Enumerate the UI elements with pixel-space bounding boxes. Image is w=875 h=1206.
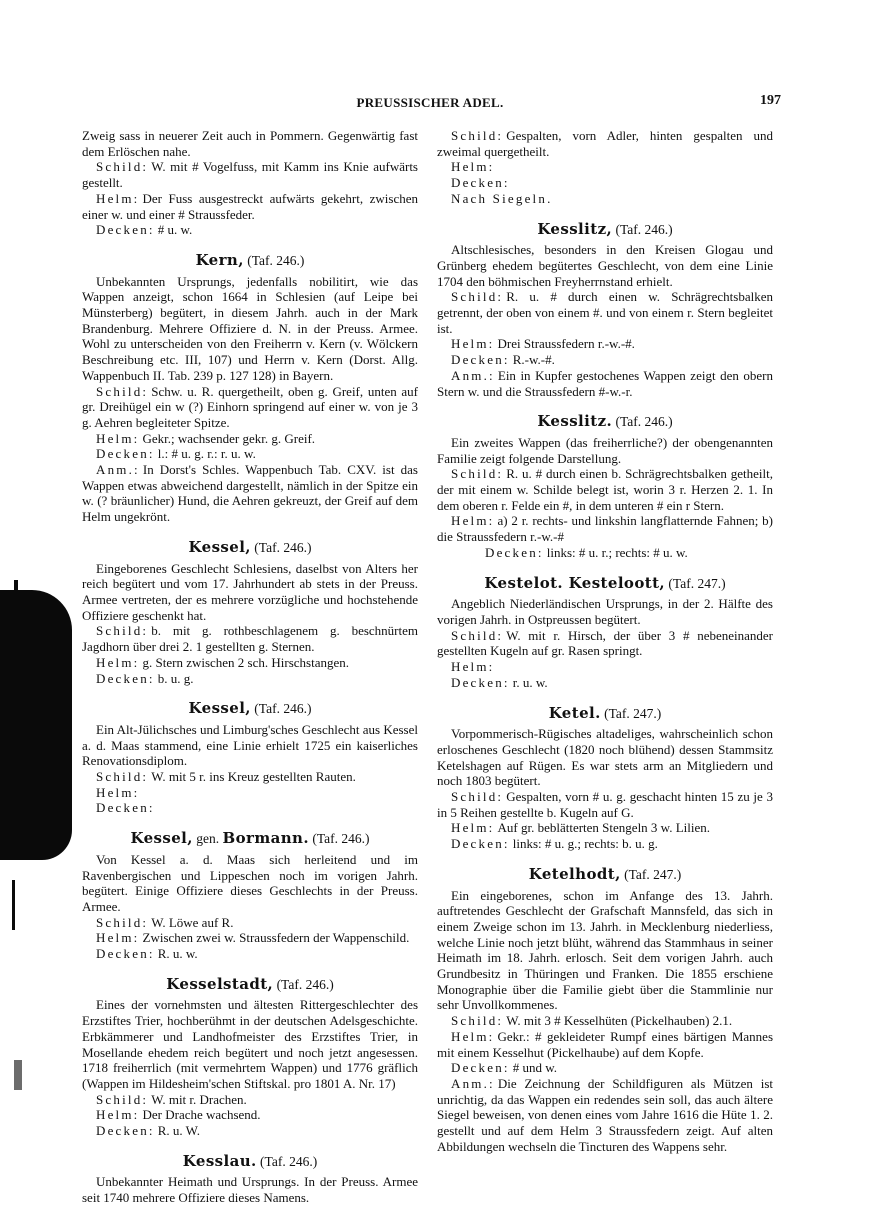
- field-label: Helm:: [96, 1107, 140, 1123]
- field-label: Decken:: [451, 836, 510, 852]
- plate-reference: (Taf. 246.): [612, 414, 673, 430]
- field-label: Helm:: [451, 513, 495, 529]
- field-label: Helm:: [451, 1028, 495, 1044]
- scan-edge-artifact: [12, 880, 15, 930]
- field-text: R. u. W.: [157, 1123, 200, 1139]
- field-text: Schw. u. R. quergetheilt, oben g. Greif, unten auf gr. Dreihügel ein w (?) Einhorn springend auf einer w. von je 3 g. Aehren begleiteter Spitze.: [82, 383, 418, 430]
- field-label: Schild:: [451, 466, 504, 482]
- plate-reference: (Taf. 246.): [243, 252, 305, 268]
- field-text: Gespalten, vorn # u. g. geschacht hinten 15 zu je 3 in 5 Reihen gestellte b. Kugeln auf G.: [437, 789, 773, 820]
- scan-edge-artifact: [14, 580, 18, 620]
- entry-paragraph: [82, 623, 418, 654]
- field-label: Nach Siegeln.: [451, 190, 553, 206]
- field-label: Anm.:: [451, 367, 495, 383]
- entry-paragraph: [437, 836, 773, 852]
- entry-paragraph: [437, 175, 773, 191]
- entry-paragraph: [82, 655, 418, 671]
- plate-reference: (Taf. 247.): [620, 866, 682, 882]
- entry-paragraph: [82, 852, 418, 915]
- field-text: Gekr.; wachsender gekr. g. Greif.: [142, 430, 316, 446]
- field-text: Ein eingeborenes, schon im Anfange des 13. Jahrh. auftretendes Geschlecht der Grafschaft Mannsfeld, das sich in einem Zweige schon im 13. Jahrh. in Mecklenburg niederliess, welche Linie noch jetzt blüht, während das Stammhaus in seiner Heimath im 18. Jahrh. erlosch. Seit dem vorigen Jahrh. auch Grundbesitz in Thüringen und Franken. Die 1855 erschiene Monographie über die Familie giebt über die Stammlinie nur sehr Unvollkommenes.: [437, 887, 773, 1013]
- field-text: Zwischen zwei w. Straussfedern der Wappenschild.: [142, 930, 410, 946]
- field-text: W. mit # Vogelfuss, mit Kamm ins Knie aufwärts gestellt.: [82, 159, 418, 191]
- field-label: Helm:: [96, 784, 140, 800]
- field-text: Der Fuss ausgestreckt aufwärts gekehrt, zwischen einer w. und einer # Straussfeder.: [82, 190, 418, 222]
- field-text: R. u. w.: [157, 946, 198, 962]
- field-text: Gespalten, vorn Adler, hinten gespalten und zweimal quergetheilt.: [437, 128, 773, 159]
- entry-paragraph: [82, 930, 418, 946]
- field-text: Der Drache wachsend.: [142, 1107, 261, 1123]
- family-name: Kessel,: [188, 537, 251, 556]
- entry-paragraph: [437, 336, 773, 352]
- entry-paragraph: [437, 675, 773, 691]
- entry-heading: [437, 219, 773, 238]
- entry-paragraph: [437, 368, 773, 399]
- entry-paragraph: [437, 789, 773, 820]
- field-label: Helm:: [96, 430, 140, 446]
- field-label: Helm:: [96, 930, 140, 946]
- family-name: Ketel.: [548, 703, 601, 722]
- field-text: Die Zeichnung der Schildfiguren als Mützen ist unrichtig, da das Wappen ein redendes sein soll, das auch ältere Siegel beweisen, von denen eines vom Jahre 1616 die Hüte 1. 2. gestellt und auf dem Helm 3 Straussfedern zeigt. Auf alten Abbildungen wechseln die Tincturen des Wappens sehr.: [437, 1075, 773, 1154]
- right-column: [437, 128, 773, 1154]
- entry-paragraph: [437, 435, 773, 466]
- entry-paragraph: [437, 545, 773, 561]
- field-text: Eingeborenes Geschlecht Schlesiens, daselbst von Alters her reich begütert und vom 17. Jahrhundert ab stets in der Preuss. Armee vertreten, der es mehrere vorzügliche und hochstehende Offiziere geschenkt hat.: [82, 560, 418, 623]
- entry-paragraph: [82, 722, 418, 769]
- scan-edge-artifact: [0, 590, 72, 860]
- field-label: Anm.:: [96, 462, 140, 478]
- field-text: Angeblich Niederländischen Ursprungs, in der 2. Hälfte des vorigen Jahrh. in Ostpreussen begütert.: [437, 596, 773, 627]
- field-text: Altschlesisches, besonders in den Kreisen Glogau und Grünberg ehedem begütertes Geschlecht, von dem eine Linie 1704 den böhmischen Freyherrnstand erhielt.: [437, 242, 773, 289]
- entry-paragraph: [437, 1029, 773, 1060]
- field-text: In Dorst's Schles. Wappenbuch Tab. CXV. ist das Wappen etwas abweichend dargestellt, nämlich in der Spitze ein w. (? bräunlicher) Hund, die Aehren gekreuzt, der Greif auf dem Helm ungekrönt.: [82, 462, 418, 525]
- field-text: g. Stern zwischen 2 sch. Hirschstangen.: [142, 654, 350, 670]
- field-label: Schild:: [451, 289, 504, 305]
- entry-paragraph: [82, 274, 418, 384]
- family-name: Kern,: [195, 250, 244, 269]
- entry-paragraph: [82, 1123, 418, 1139]
- entry-paragraph: [82, 561, 418, 624]
- field-text: R.-w.-#.: [512, 352, 555, 368]
- field-text: b. u. g.: [157, 670, 194, 686]
- field-label: Schild:: [96, 383, 149, 399]
- entry-paragraph: [82, 785, 418, 801]
- entry-paragraph: [82, 431, 418, 447]
- entry-paragraph: [82, 671, 418, 687]
- entry-paragraph: [82, 384, 418, 431]
- field-label: Schild:: [451, 789, 504, 805]
- entry-heading: [437, 414, 773, 430]
- family-name: Kessel,: [188, 699, 251, 718]
- field-label: Decken:: [96, 222, 155, 238]
- field-text: # u. w.: [157, 222, 193, 238]
- entry-heading: [437, 703, 773, 722]
- entry-paragraph: [82, 191, 418, 222]
- field-label: Schild:: [451, 627, 504, 643]
- field-label: Helm:: [451, 820, 495, 836]
- entry-paragraph: [437, 1013, 773, 1029]
- entry-heading: [82, 250, 418, 269]
- family-name: Ketelhodt,: [528, 864, 621, 883]
- family-name: Kesslau.: [182, 1151, 257, 1170]
- field-label: Decken:: [96, 946, 155, 962]
- entry-paragraph: [437, 726, 773, 789]
- left-column: [82, 128, 418, 1206]
- entry-paragraph: [82, 769, 418, 785]
- field-text: W. mit r. Drachen.: [151, 1091, 247, 1107]
- field-label: Decken:: [96, 670, 155, 686]
- field-label: Schild:: [96, 623, 149, 639]
- entry-heading: [82, 974, 418, 993]
- entry-paragraph: [437, 242, 773, 289]
- entry-paragraph: [82, 128, 418, 159]
- entry-paragraph: [437, 466, 773, 513]
- field-text: Unbekannter Heimath und Ursprungs. In der Preuss. Armee seit 1740 mehrere Offiziere dieses Namens.: [82, 1174, 418, 1206]
- plate-reference: (Taf. 246.): [273, 976, 334, 992]
- field-text: W. mit 5 r. ins Kreuz gestellten Rauten.: [151, 769, 356, 785]
- field-text: a) 2 r. rechts- und linkshin langflatternde Fahnen; b) die Straussfedern r.-w.-#: [437, 513, 773, 545]
- entry-paragraph: [82, 1107, 418, 1123]
- field-label: Schild:: [451, 128, 504, 143]
- field-text: r. u. w.: [512, 674, 548, 690]
- entry-heading: [82, 1151, 418, 1170]
- entry-paragraph: [82, 946, 418, 962]
- plate-reference: (Taf. 247.): [600, 705, 662, 721]
- field-text: links: # u. r.; rechts: # u. w.: [546, 544, 688, 560]
- field-label: Decken:: [451, 674, 510, 690]
- entry-paragraph: [437, 820, 773, 836]
- entry-paragraph: [437, 888, 773, 1014]
- field-label: Decken:: [96, 800, 155, 816]
- entry-paragraph: [437, 289, 773, 336]
- entry-paragraph: [437, 128, 773, 159]
- entry-paragraph: [82, 462, 418, 525]
- scan-edge-artifact: [14, 1060, 22, 1090]
- field-text: Drei Straussfedern r.-w.-#.: [497, 336, 635, 352]
- entry-heading: [82, 831, 418, 847]
- field-text: Ein zweites Wappen (das freiherrliche?) der obengenannten Familie zeigt folgende Darstellung.: [437, 434, 773, 466]
- entry-paragraph: [82, 915, 418, 931]
- field-text: Ein in Kupfer gestochenes Wappen zeigt den obern Stern w. und die Straussfedern #-w.-r.: [437, 367, 773, 399]
- plate-reference: (Taf. 246.): [612, 221, 673, 237]
- field-text: links: # u. g.; rechts: b. u. g.: [512, 836, 658, 852]
- family-name: Kestelot. Kesteloott,: [484, 573, 666, 592]
- field-text: Auf gr. beblätterten Stengeln 3 w. Lilien.: [497, 820, 711, 836]
- field-text: R. u. # durch einen b. Schrägrechtsbalken getheilt, der mit einem w. Schilde belegt ist, worin 3 r. Herzen 2. 1. In dem oberen r. Felde ein #, in dem unteren # ein r Stern.: [437, 466, 773, 513]
- field-label: Schild:: [96, 159, 149, 175]
- field-label: Decken:: [451, 352, 510, 368]
- entry-paragraph: [437, 352, 773, 368]
- entry-paragraph: [82, 159, 418, 190]
- plate-reference: (Taf. 247.): [665, 575, 726, 591]
- field-label: Anm.:: [451, 1075, 495, 1091]
- entry-paragraph: [437, 1076, 773, 1155]
- entry-heading: [82, 537, 418, 556]
- field-label: Decken:: [96, 446, 155, 462]
- plate-reference: gen.: [192, 831, 223, 847]
- family-name: Bormann.: [222, 829, 309, 848]
- entry-paragraph: [437, 596, 773, 627]
- entry-paragraph: [82, 800, 418, 816]
- field-label: Helm:: [96, 654, 140, 670]
- entry-paragraph: [437, 191, 773, 207]
- entry-heading: [437, 864, 773, 883]
- page-number: 197: [760, 93, 781, 108]
- field-text: l.: # u. g. r.: r. u. w.: [157, 446, 256, 462]
- field-label: Decken:: [485, 544, 544, 560]
- entry-paragraph: [82, 1092, 418, 1108]
- entry-paragraph: [437, 659, 773, 675]
- family-name: Kesselstadt,: [166, 974, 274, 993]
- field-label: Schild:: [96, 1091, 149, 1107]
- field-label: Schild:: [451, 1013, 504, 1029]
- plate-reference: (Taf. 246.): [308, 831, 370, 847]
- field-text: Gekr.: # gekleideter Rumpf eines bärtigen Mannes mit einem Kesselhut (Pickelhaube) auf dem Kopfe.: [437, 1028, 773, 1060]
- entry-paragraph: [437, 159, 773, 175]
- field-label: Helm:: [96, 190, 140, 206]
- field-text: Vorpommerisch-Rügisches altadeliges, wahrscheinlich schon erloschenes Geschlecht (1820 noch blühend) dessen Stammsitz Ketelshagen auf Rügen. Es war stets arm an Mitgliedern und noch 1803 begütert.: [437, 726, 773, 789]
- field-label: Helm:: [451, 159, 495, 175]
- field-text: # und w.: [512, 1060, 558, 1076]
- family-name: Kessel,: [130, 829, 193, 848]
- plate-reference: (Taf. 246.): [256, 1153, 318, 1169]
- field-text: R. u. # durch einen w. Schrägrechtsbalken getrennt, der oben von einem #. und von einem r. Stern begleitet ist.: [437, 289, 773, 336]
- family-name: Kesslitz,: [537, 219, 613, 238]
- field-text: Ein Alt-Jülichsches und Limburg'sches Geschlecht aus Kessel a. d. Maas stammend, eine Linie erhielt 1725 ein kaiserliches Renovationsdiplom.: [82, 721, 418, 769]
- field-label: Decken:: [96, 1123, 155, 1139]
- entry-heading: [437, 573, 773, 592]
- entry-paragraph: [82, 222, 418, 238]
- field-label: Decken:: [451, 175, 510, 191]
- family-name: Kesslitz.: [537, 412, 613, 431]
- field-label: Helm:: [451, 336, 495, 352]
- field-text: W. Löwe auf R.: [151, 914, 234, 930]
- entry-paragraph: [82, 997, 418, 1091]
- field-text: Zweig sass in neuerer Zeit auch in Pommern. Gegenwärtig fast dem Erlöschen nahe.: [82, 128, 418, 159]
- field-text: W. mit 3 # Kesselhüten (Pickelhauben) 2.1.: [506, 1013, 733, 1029]
- entry-heading: [82, 701, 418, 717]
- entry-paragraph: [82, 1174, 418, 1205]
- plate-reference: (Taf. 246.): [250, 539, 312, 555]
- running-header: PREUSSISCHER ADEL.: [356, 95, 504, 110]
- plate-reference: (Taf. 246.): [250, 701, 312, 717]
- field-text: Von Kessel a. d. Maas sich herleitend und im Ravenbergischen und Lippeschen noch im vorigen Jahrh. begütert. Einige Offiziere dieses Geschlechts in der Preuss. Armee.: [82, 851, 418, 914]
- field-label: Schild:: [96, 914, 149, 930]
- field-text: Eines der vornehmsten und ältesten Rittergeschlechter des Erzstiftes Trier, hochberühmt in der deutschen Adelsgeschichte. Erbkämmerer und Landhofmeister des Erzstiftes Trier, in Mosellande ehedem reich begütert und noch jetzt angesessen. 1718 freiherrlich (mit vermehrtem Wappen) und 1776 gräflich (Wappen im Hildesheim'schen Stiftskal. pro 1801 A. Nr. 17): [82, 997, 418, 1091]
- entry-paragraph: [82, 446, 418, 462]
- entry-paragraph: [437, 1060, 773, 1076]
- field-text: b. mit g. rothbeschlagenem g. beschnürtem Jagdhorn über drei 2. 1 gestellten g. Sternen.: [82, 623, 418, 655]
- entry-paragraph: [437, 628, 773, 659]
- field-text: Unbekannten Ursprungs, jedenfalls nobilitirt, wie das Wappen anzeigt, schon 1664 in Schlesien (auf Leipe bei Münsterberg) begütert, in diesem Jahrh. auch in der Mark Brandenburg. Mehrere Offiziere d. N. in der Preuss. Armee. Wohl zu unterscheiden von den Freiherrn v. Kern (v. Wölckern Beschreibung etc. III, 107) und Herrn v. Kern (Dorst. Allg. Wappenbuch II. Tab. 239 p. 127 128) in Bayern.: [82, 273, 418, 383]
- field-label: Decken:: [451, 1060, 510, 1076]
- entry-paragraph: [437, 513, 773, 544]
- field-label: Schild:: [96, 769, 149, 785]
- field-text: W. mit r. Hirsch, der über 3 # nebeneinander gestellten Kugeln auf gr. Rasen springt.: [437, 627, 773, 659]
- field-label: Helm:: [451, 659, 495, 675]
